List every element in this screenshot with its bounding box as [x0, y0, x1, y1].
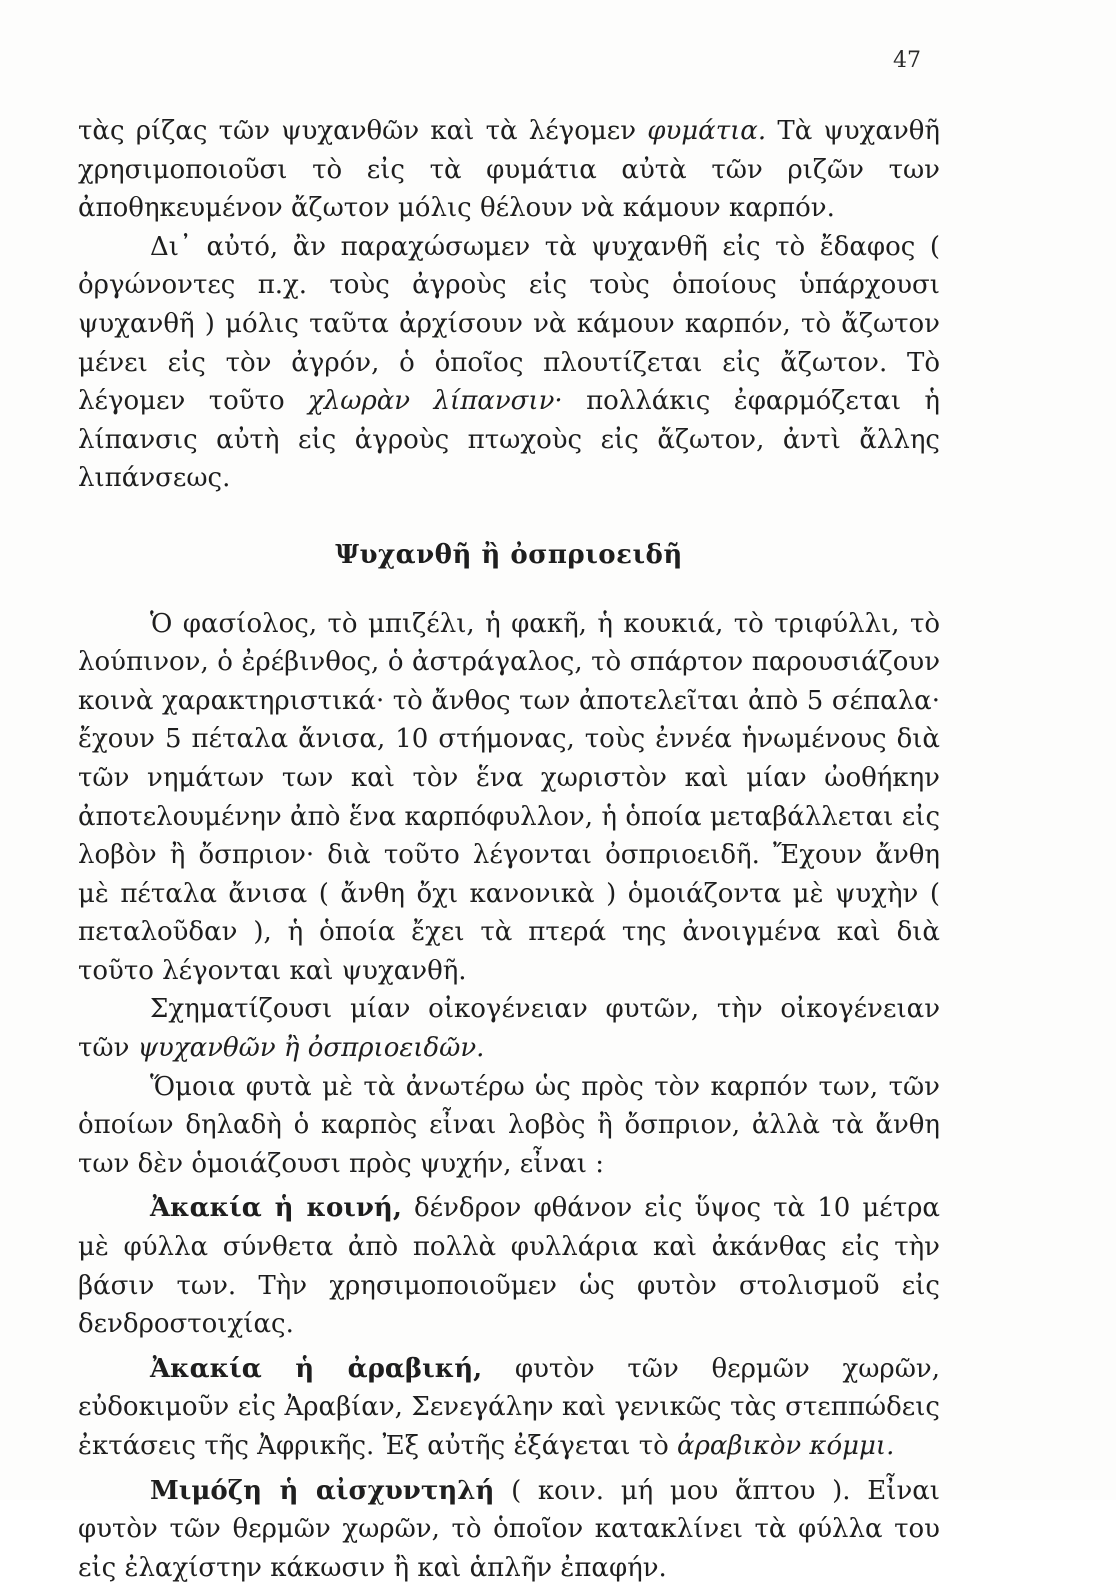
page-number: 47 [893, 48, 921, 73]
paragraph-family [78, 990, 940, 1067]
paragraph-text: δένδρον φθάνον εἰς ὕψος τὰ 10 μέτρα μὲ φύλλα σύνθετα ἀπὸ πολλὰ φυλλάρια καὶ ἀκάνθας εἰς τὴν βάσιν των. Τὴν χρησιμοποιοῦμεν ὡς φυτὸν στολισμοῦ εἰς δενδροστοιχίας. [78, 1193, 940, 1340]
paragraph-acacia-arabic [78, 1350, 940, 1466]
paragraph-acacia-common [78, 1189, 940, 1343]
term-fymatia: φυμάτια. [647, 116, 767, 146]
term-acacia-arabic: Ἀκακία ἡ ἀραβική, [150, 1353, 483, 1384]
paragraph-text: Δι᾽ αὐτό, ἂν παραχώσωμεν τὰ ψυχανθῆ εἰς τὸ ἔδαφος ( ὀργώνοντες π.χ. τοὺς ἀγροὺς εἰς τοὺς ὁποίους ὑπάρχουσι ψυχανθῆ ) μόλις ταῦτα ἀρχίσουν νὰ κάμουν καρπόν, τὸ ἄζωτον μένει εἰς τὸν ἀγρόν, ὁ ὁποῖος πλουτίζεται εἰς ἄζωτον. Τὸ λέγομεν τοῦτο [78, 231, 940, 417]
paragraph-text: Σχηματίζουσι μίαν οἰκογένειαν φυτῶν, τὴν οἰκογένειαν τῶν [78, 994, 940, 1064]
paragraph-green-manure [78, 228, 940, 498]
paragraph-text: τὰς ρίζας τῶν ψυχανθῶν καὶ τὰ λέγομεν [78, 116, 648, 146]
paragraph-fymatia [78, 112, 940, 228]
paragraph-similar-plants [78, 1068, 940, 1184]
paragraph-text: Τὰ ψυχανθῆ χρησιμοποιοῦσι τὸ εἰς τὰ φυμάτια αὐτὰ τῶν ριζῶν των ἀποθηκευμένον ἄζωτον μόλις θέλουν νὰ κάμουν καρπόν. [78, 116, 940, 224]
term-mimosa: Μιμόζη ἡ αἰσχυντηλή [150, 1475, 495, 1506]
paragraph-text: φυτὸν τῶν θερμῶν χωρῶν, εὐδοκιμοῦν εἰς Ἀραβίαν, Σενεγάλην καὶ γενικῶς τὰς στεππώδεις ἐκτάσεις τῆς Ἀφρικῆς. Ἐξ αὐτῆς ἐξάγεται τὸ [78, 1353, 940, 1461]
page-body [78, 112, 940, 1587]
paragraph-text: ( κοιν. μή μου ἅπτου ). Εἶναι φυτὸν τῶν θερμῶν χωρῶν, τὸ ὁποῖον κατακλίνει τὰ φύλλα του εἰς ἐλαχίστην κάκωσιν ἢ καὶ ἁπλῆν ἐπαφήν. [78, 1475, 940, 1583]
paragraph-mimosa [78, 1472, 940, 1587]
paragraph-text: Ὅμοια φυτὰ μὲ τὰ ἀνωτέρω ὡς πρὸς τὸν καρπόν των, τῶν ὁποίων δηλαδὴ ὁ καρπὸς εἶναι λοβὸς ἢ ὄσπριον, ἀλλὰ τὰ ἄνθη των δὲν ὁμοιάζουσι πρὸς ψυχήν, εἶναι : [78, 1071, 940, 1179]
paragraph-text: Ὁ φασίολος, τὸ μπιζέλι, ἡ φακῆ, ἡ κουκιά, τὸ τριφύλλι, τὸ λούπινον, ὁ ἐρέβινθος, ὁ ἀστράγαλος, τὸ σπάρτον παρουσιάζουν κοινὰ χαρακτηριστικά· τὸ ἄνθος των ἀποτελεῖται ἀπὸ 5 σέπαλα· ἔχουν 5 πέταλα ἄνισα, 10 στήμονας, τοὺς ἐννέα ἡνωμένους διὰ τῶν νημάτων των καὶ τὸν ἕνα χωριστὸν καὶ μίαν ὠοθήκην ἀποτελουμένην ἀπὸ ἕνα καρπόφυλλον, ἡ ὁποία μεταβάλλεται εἰς λοβὸν ἢ ὄσπριον· διὰ τοῦτο λέγονται ὀσπριοειδῆ. Ἔχουν ἄνθη μὲ πέταλα ἄνισα ( ἄνθη ὄχι κανονικὰ ) ὁμοιάζοντα μὲ ψυχὴν ( πεταλοῦδαν ), ἡ ὁποία ἔχει τὰ πτερά της ἀνοιγμένα καὶ διὰ τοῦτο λέγονται καὶ ψυχανθῆ. [78, 608, 940, 986]
paragraph-text: πολλάκις ἐφαρμόζεται ἡ λίπανσις αὐτὴ εἰς ἀγροὺς πτωχοὺς εἰς ἄζωτον, ἀντὶ ἄλλης λιπάνσεως. [78, 386, 940, 494]
section-heading: Ψυχανθῆ ἢ ὀσπριοειδῆ [335, 539, 683, 570]
term-green-manure: χλωρὰν λίπανσιν· [308, 386, 563, 417]
term-family: ψυχανθῶν ἢ ὀσπριοειδῶν. [137, 1033, 485, 1064]
term-gum-arabic: ἀραβικὸν κόμμι. [677, 1431, 895, 1461]
term-acacia-common: Ἀκακία ἡ κοινή, [150, 1193, 402, 1224]
paragraph-legumes-description [78, 605, 940, 991]
